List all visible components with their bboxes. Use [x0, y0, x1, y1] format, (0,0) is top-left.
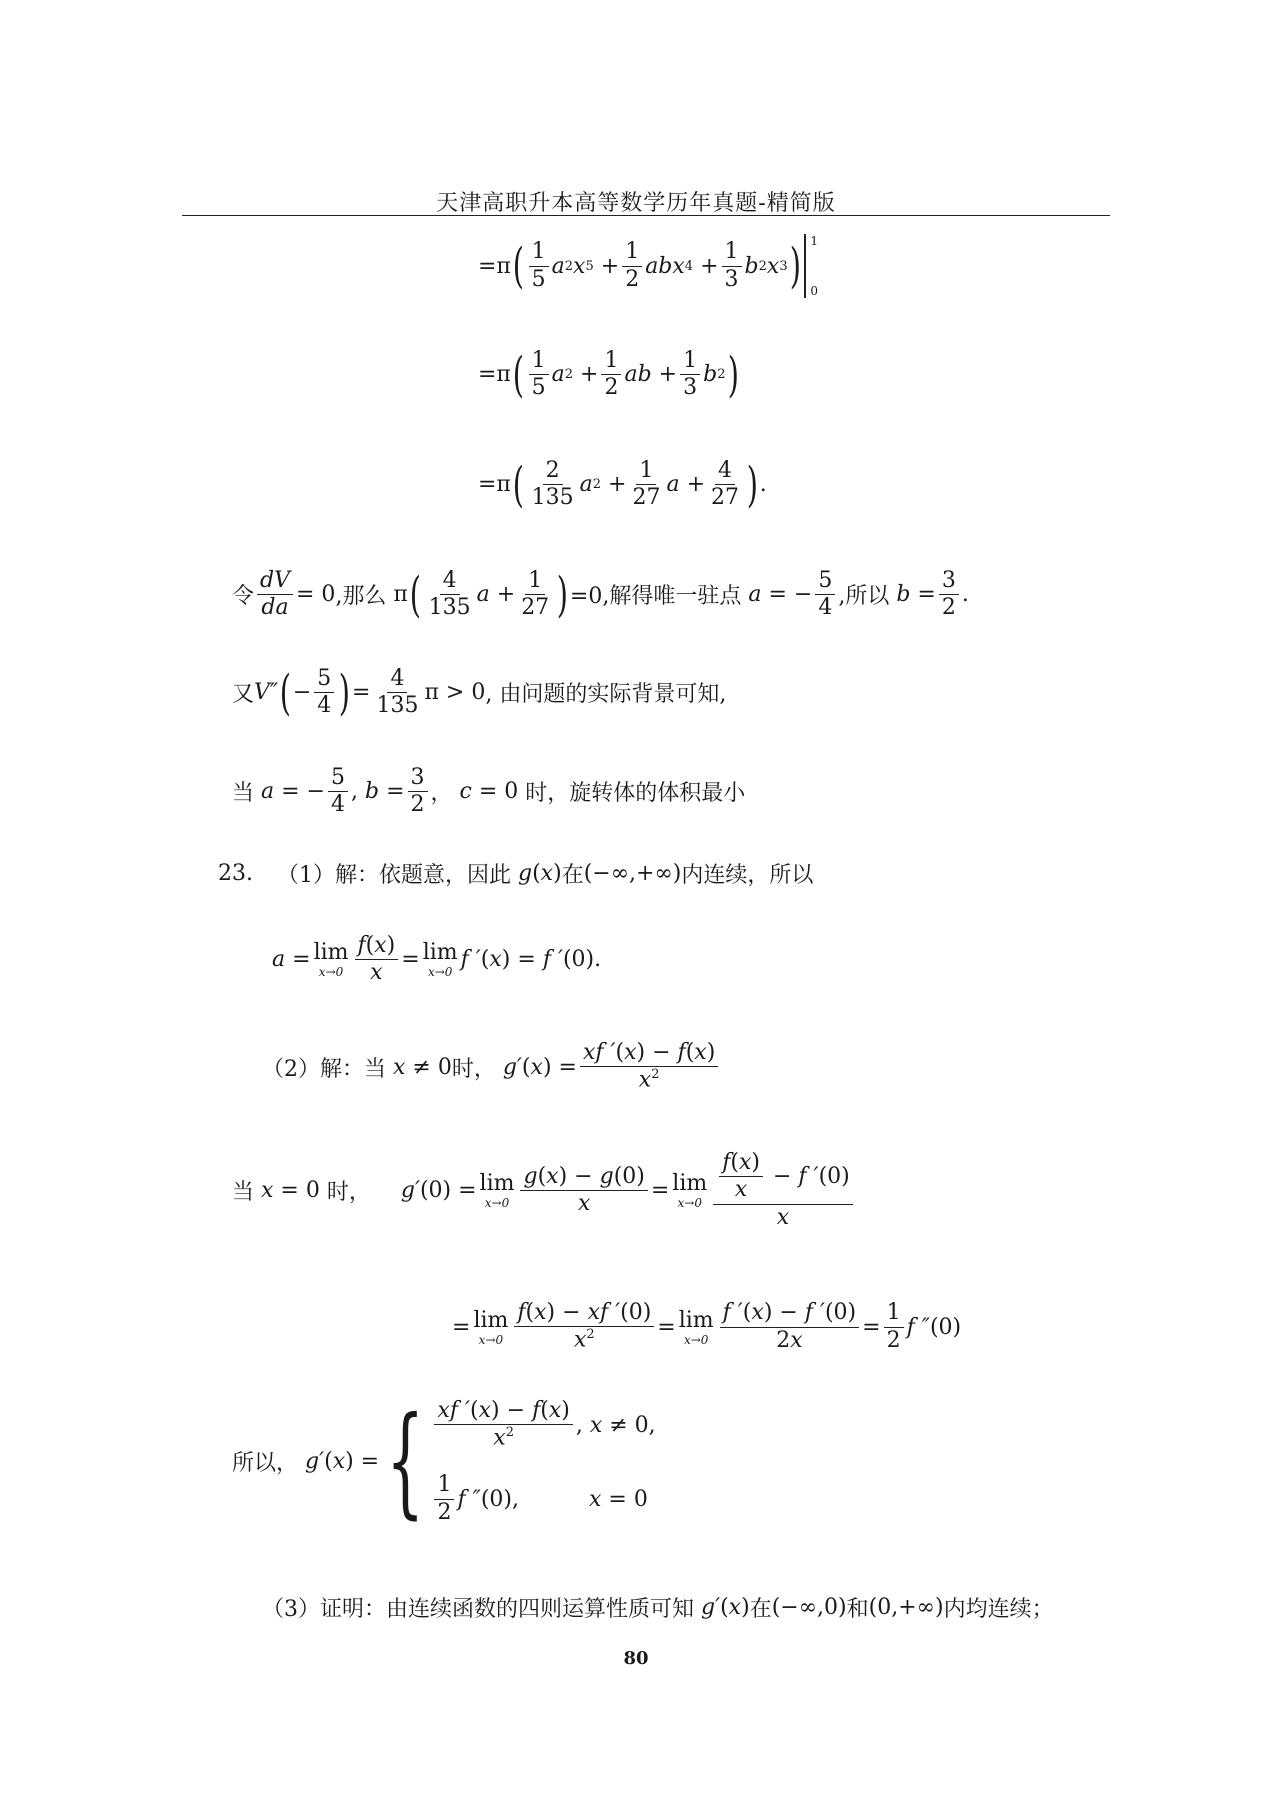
background-label: , 由问题的实际背景可知, [485, 682, 727, 708]
also-label: 又 [232, 682, 255, 708]
formula-piecewise: 所以， g′ ( x ) = { $\frac{xf '(x) - f(x)}{x^2}$ , x ≠ 0, $\frac{1}{2}$ f ″ (0), x = 0 [232, 1391, 656, 1531]
q23-part2-when-label: 时， [451, 1056, 496, 1082]
formula-g-prime-zero: 当 x = 0 时， g′ (0) = lim x→0 $\frac{g(x) - g(0)}{x}$ = lim x→0 $\frac{f(x)}{x}$ − f ′(0) x [232, 1150, 856, 1231]
formula-conclusion: 当 a = − $\frac{5}{4}$ , b = $\frac{3}{2}$ ， c = 0 时，旋转体的体积最小 [232, 765, 746, 818]
q23-part1-label: （1）解：依题意，因此 [277, 863, 511, 888]
formula-line-1: =π ( $\frac{1}{5}$ a 2 x 5 + $\frac{1}{2}$ abx 4 + $\frac{1}{3}$ b 2 x 3 ) 1 0 [478, 234, 818, 298]
formula-line-2: =π ( $\frac{1}{5}$ a 2 + $\frac{1}{2}$ ab + $\frac{1}{3}$ b 2 ) [478, 346, 739, 403]
then-label: ,那么 [335, 584, 387, 610]
q23-part2-label: （2）解：当 [262, 1056, 386, 1082]
q23-number: 23. [218, 861, 253, 886]
formula-g-prime-zero-cont: = lim x→0 $\frac{f(x) - xf '(0)}{x^2}$ = lim x→0 $\frac{f '(x) - f '(0)}{2x}$ = $\frac{1}{2}$ f ″ (0) [452, 1300, 962, 1353]
q23-part1: 23. （1）解：依题意，因此 g ( x ) 在 (−∞,+∞) 内连续，所以 [218, 858, 813, 889]
formula-a-limit: a = lim x→0 $\frac{f(x)}{x}$ = lim x→0 f ′ ( x ) = f ′ (0). [272, 933, 602, 986]
when-label: 当 [232, 781, 255, 807]
q23-in-label: 在 [561, 863, 584, 888]
proof-and-label: 和 [846, 1597, 869, 1622]
min-volume-label: 时，旋转体的体积最小 [525, 781, 746, 807]
proof-label: （3）证明：由连续函数的四则运算性质可知 [262, 1597, 694, 1622]
formula-second-derivative: 又 V″ ( − $\frac{5}{4}$ ) = $\frac{4}{135}$ π > 0 , 由问题的实际背景可知, [232, 664, 727, 721]
so-b-label: ,所以 [838, 584, 890, 610]
proof-in-label: 在 [749, 1597, 772, 1622]
running-header: 天津高职升本高等数学历年真题-精简版 [436, 191, 836, 216]
when-x0-label: 当 [232, 1180, 255, 1206]
page-number: 80 [623, 1648, 649, 1669]
when-x0-suffix: 时， [326, 1180, 371, 1206]
so-label: 所以， [232, 1451, 299, 1477]
let-label: 令 [232, 584, 255, 610]
proof-end-label: 内均连续； [943, 1597, 1054, 1622]
header-rule [182, 215, 1110, 216]
q23-continuous-label: 内连续，所以 [681, 863, 814, 888]
formula-line-3: =π ( $\frac{2}{135}$ a 2 + $\frac{1}{27}$ a + $\frac{4}{27}$ ) . [478, 456, 767, 513]
formula-stationary: 令 $\frac{dV}{da}$ = 0 ,那么 π ( $\frac{4}{135}$ a + $\frac{1}{27}$ ) =0,解得唯一驻点 a = − $\frac{5}{4}$ ,所以 b = $\frac{3}{2}$ . [232, 566, 969, 623]
solve-label: =0,解得唯一驻点 [569, 584, 742, 610]
q23-part2: （2）解：当 x ≠ 0 时， g′ ( x ) = $\frac{xf '(x) - f(x)}{x^2}$ [262, 1040, 721, 1094]
q23-part3: （3）证明：由连续函数的四则运算性质可知 g′ ( x ) 在 (−∞,0) 和 (0,+∞) 内均连续； [262, 1592, 1054, 1623]
